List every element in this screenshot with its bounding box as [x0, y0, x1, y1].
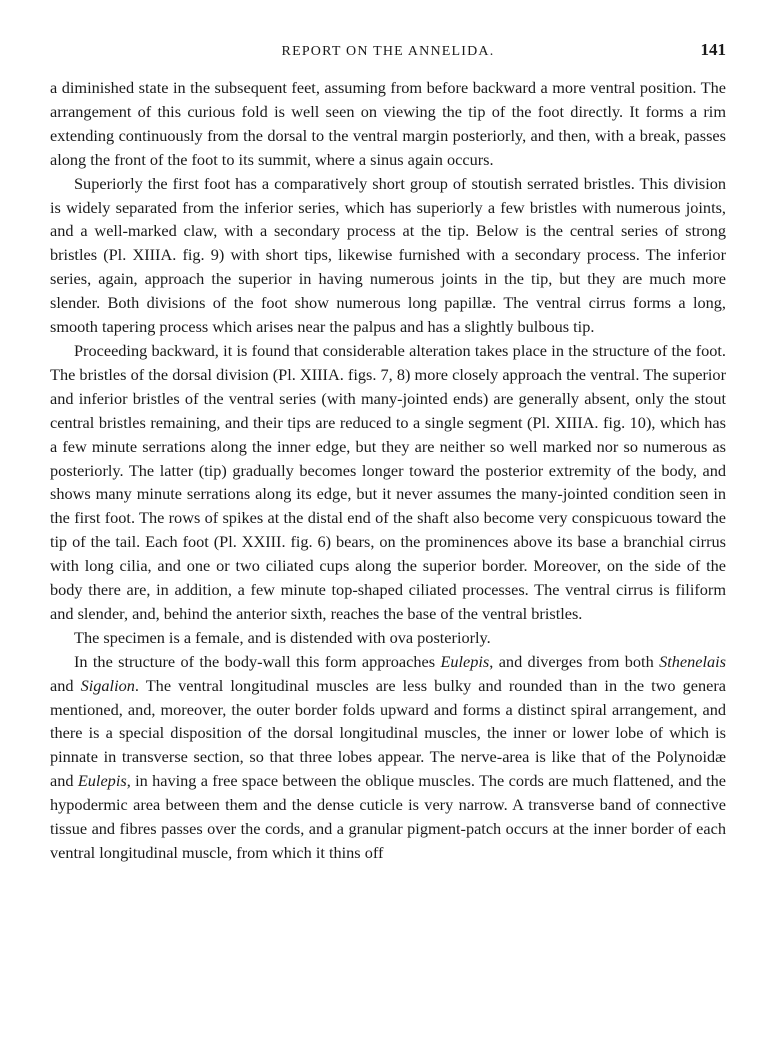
text-run: The specimen is a female, and is distended with ova posteriorly.: [74, 627, 491, 647]
paragraph: [50, 76, 726, 172]
italic-text: Eulepis: [77, 771, 127, 791]
text-run: In the structure of the body-wall this form approaches: [74, 651, 441, 671]
paragraph: [50, 650, 726, 865]
page: [50, 40, 726, 865]
text-run: , and diverges from both: [489, 651, 660, 671]
body-text: [50, 76, 726, 865]
paragraph: [50, 339, 726, 626]
text-run: , in having a free space between the oblique muscles. The cords are much flattened, and the hypodermic area between them and the dense cuticle is very narrow. A transverse band of connective tissue and fibres passes over the cords, and a granular pigment-patch occurs at the inner border of each ventral longitudinal muscle, from which it thins off: [50, 771, 727, 862]
italic-text: Sigalion: [80, 675, 135, 695]
text-run: and: [50, 675, 81, 695]
page-number: 141: [700, 40, 726, 59]
text-run: Superiorly the first foot has a comparatively short group of stoutish serrated bristles. This division is widely separated from the inferior series, which has superiorly a few bristles with numerous joints, and a well-marked claw, with a secondary process at the tip. Below is the central series of strong bristles (Pl. XIIIA. fig. 9) with short tips, likewise furnished with a secondary process. The inferior series, again, approach the superior in having numerous joints in the tip, but they are much more slender. Both divisions of the foot show numerous long papillæ. The ventral cirrus forms a long, smooth tapering process which arises near the palpus and has a slightly bulbous tip.: [50, 173, 726, 337]
paragraph: [50, 626, 726, 650]
italic-text: Eulepis: [440, 651, 490, 671]
running-head: [50, 40, 726, 66]
paragraph: [50, 172, 726, 339]
text-run: a diminished state in the subsequent feet, assuming from before backward a more ventral position. The arrangement of this curious fold is well seen on viewing the tip of the foot directly. It forms a rim extending continuously from the dorsal to the ventral margin posteriorly, and then, with a break, passes along the front of the foot to its summit, where a sinus again occurs.: [50, 78, 726, 169]
text-run: . The ventral longitudinal muscles are less bulky and rounded than in the two genera mentioned, and, moreover, the outer border folds upward and forms a distinct spiral arrangement, and there is a special disposition of the dorsal longitudinal muscles, the inner or lower lobe of which is pinnate in transverse section, so that three lobes appear. The nerve-area is like that of the Polynoidæ and: [50, 675, 727, 791]
text-run: Proceeding backward, it is found that considerable alteration takes place in the structure of the foot. The bristles of the dorsal division (Pl. XIIIA. figs. 7, 8) more closely approach the ventral. The superior and inferior bristles of the ventral series (with many-jointed ends) are generally absent, only the stout central bristles remaining, and their tips are reduced to a single segment (Pl. XIIIA. fig. 10), which has a few minute serrations along the inner edge, but they are neither so well marked nor so numerous as posteriorly. The latter (tip) gradually becomes longer toward the posterior extremity of the body, and shows many minute serrations along its edge, but it never assumes the many-jointed condition seen in the first foot. The rows of spikes at the distal end of the shaft also become very conspicuous toward the tip of the tail. Each foot (Pl. XXIII. fig. 6) bears, on the prominences above its base a branchial cirrus with long cilia, and one or two ciliated cups along the superior border. Moreover, on the side of the body there are, in addition, a few minute top-shaped ciliated processes. The ventral cirrus is filiform and slender, and, behind the anterior sixth, reaches the base of the ventral bristles.: [50, 340, 726, 623]
italic-text: Sthenelais: [659, 651, 726, 671]
running-title: REPORT ON THE ANNELIDA.: [281, 44, 495, 59]
